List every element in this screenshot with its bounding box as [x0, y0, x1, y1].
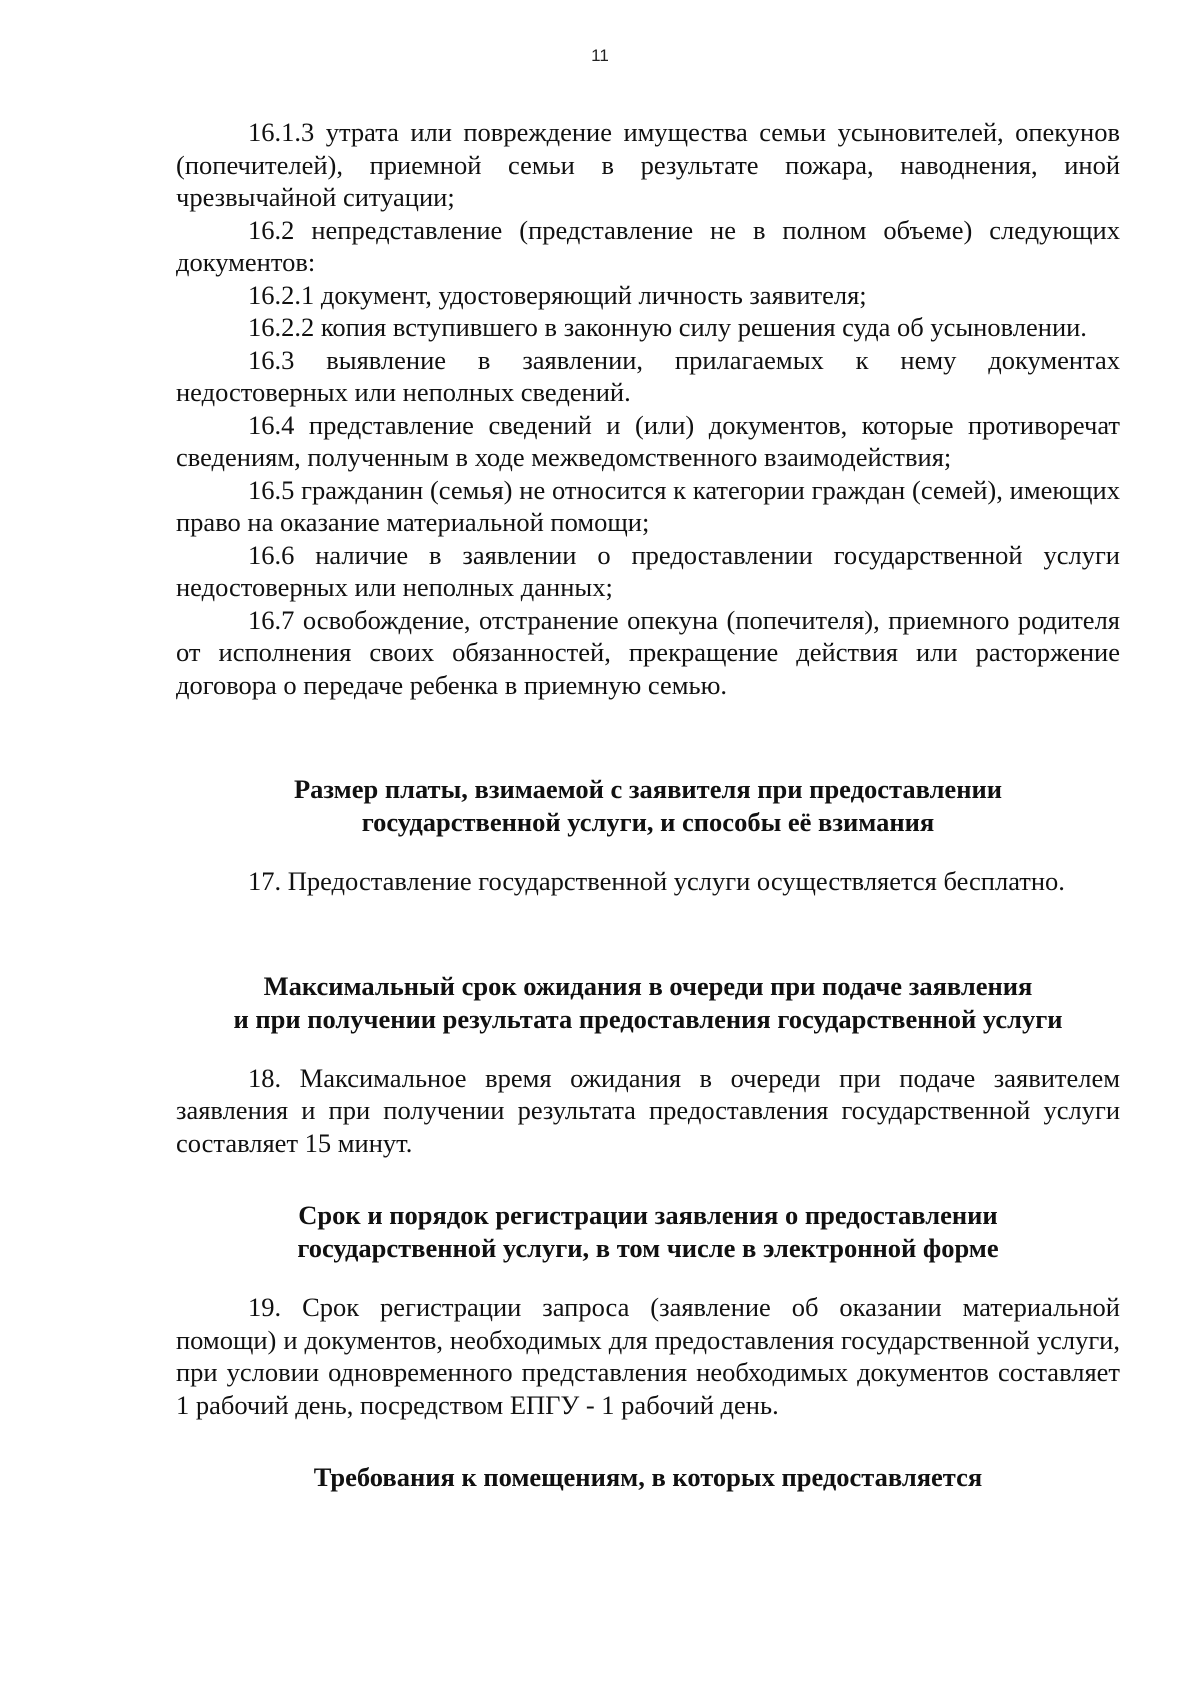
- spacer: [176, 839, 1120, 865]
- section-heading-queue-line2: и при получении результата предоставления государственной услуги: [233, 1003, 1063, 1034]
- section-heading-premises: Требования к помещениям, в которых предоставляется: [313, 1462, 983, 1492]
- spacer: [176, 1036, 1120, 1062]
- paragraph-16-2: 16.2 непредставление (представление не в полном объеме) следующих документов:: [176, 214, 1120, 277]
- paragraph-17: 17. Предоставление государственной услуги осуществляется бесплатно.: [248, 866, 1065, 896]
- spacer: [176, 701, 1120, 773]
- section-heading-queue: [176, 970, 1120, 1036]
- spacer: [176, 898, 1120, 970]
- spacer: [176, 1265, 1120, 1291]
- page-number: 11: [591, 46, 609, 65]
- paragraph-18: 18. Максимальное время ожидания в очереди при подаче заявителем заявления и при получении результата предоставления государственной услуги составляет 15 минут.: [176, 1062, 1120, 1158]
- section-heading-queue-line1: Максимальный срок ожидания в очереди при подаче заявления: [263, 970, 1033, 1001]
- paragraph-16-7: 16.7 освобождение, отстранение опекуна (попечителя), приемного родителя от исполнения своих обязанностей, прекращение действия или расторжение договора о передаче ребенка в приемную семью.: [176, 604, 1120, 700]
- paragraph-16-6: 16.6 наличие в заявлении о предоставлении государственной услуги недостоверных или неполных данных;: [176, 539, 1120, 602]
- paragraph-16-5: 16.5 гражданин (семья) не относится к категории граждан (семей), имеющих право на оказание материальной помощи;: [176, 474, 1120, 537]
- paragraph-19: 19. Срок регистрации запроса (заявление об оказании материальной помощи) и документов, необходимых для предоставления государственной услуги, при условии одновременного представления необходимых документов составляет 1 рабочий день, посредством ЕПГУ - 1 рабочий день.: [176, 1292, 1120, 1420]
- section-heading-registration-line1: Срок и порядок регистрации заявления о предоставлении: [298, 1200, 998, 1230]
- paragraph-16-1-3: 16.1.3 утрата или повреждение имущества семьи усыновителей, опекунов (попечителей), приемной семьи в результате пожара, наводнения, иной чрезвычайной ситуации;: [176, 117, 1120, 212]
- paragraph-16-2-1: 16.2.1 документ, удостоверяющий личность заявителя;: [248, 279, 867, 310]
- section-heading-fee-line1: Размер платы, взимаемой с заявителя при предоставлении: [293, 774, 1003, 804]
- section-heading-fee-line2: государственной услуги, и способы её взимания: [361, 807, 935, 837]
- section-heading-registration-line2: государственной услуги, в том числе в электронной форме: [297, 1233, 999, 1263]
- document-body: [176, 116, 1120, 1494]
- spacer: [176, 1421, 1120, 1461]
- spacer: [176, 1159, 1120, 1199]
- paragraph-16-4: 16.4 представление сведений и (или) документов, которые противоречат сведениям, полученным в ходе межведомственного взаимодействия;: [176, 409, 1120, 472]
- section-heading-registration: [176, 1199, 1120, 1265]
- paragraph-16-3: 16.3 выявление в заявлении, прилагаемых к нему документах недостоверных или неполных сведений.: [176, 344, 1120, 407]
- section-heading-fee: [176, 773, 1120, 839]
- paragraph-16-2-2: 16.2.2 копия вступившего в законную силу решения суда об усыновлении.: [248, 312, 1087, 342]
